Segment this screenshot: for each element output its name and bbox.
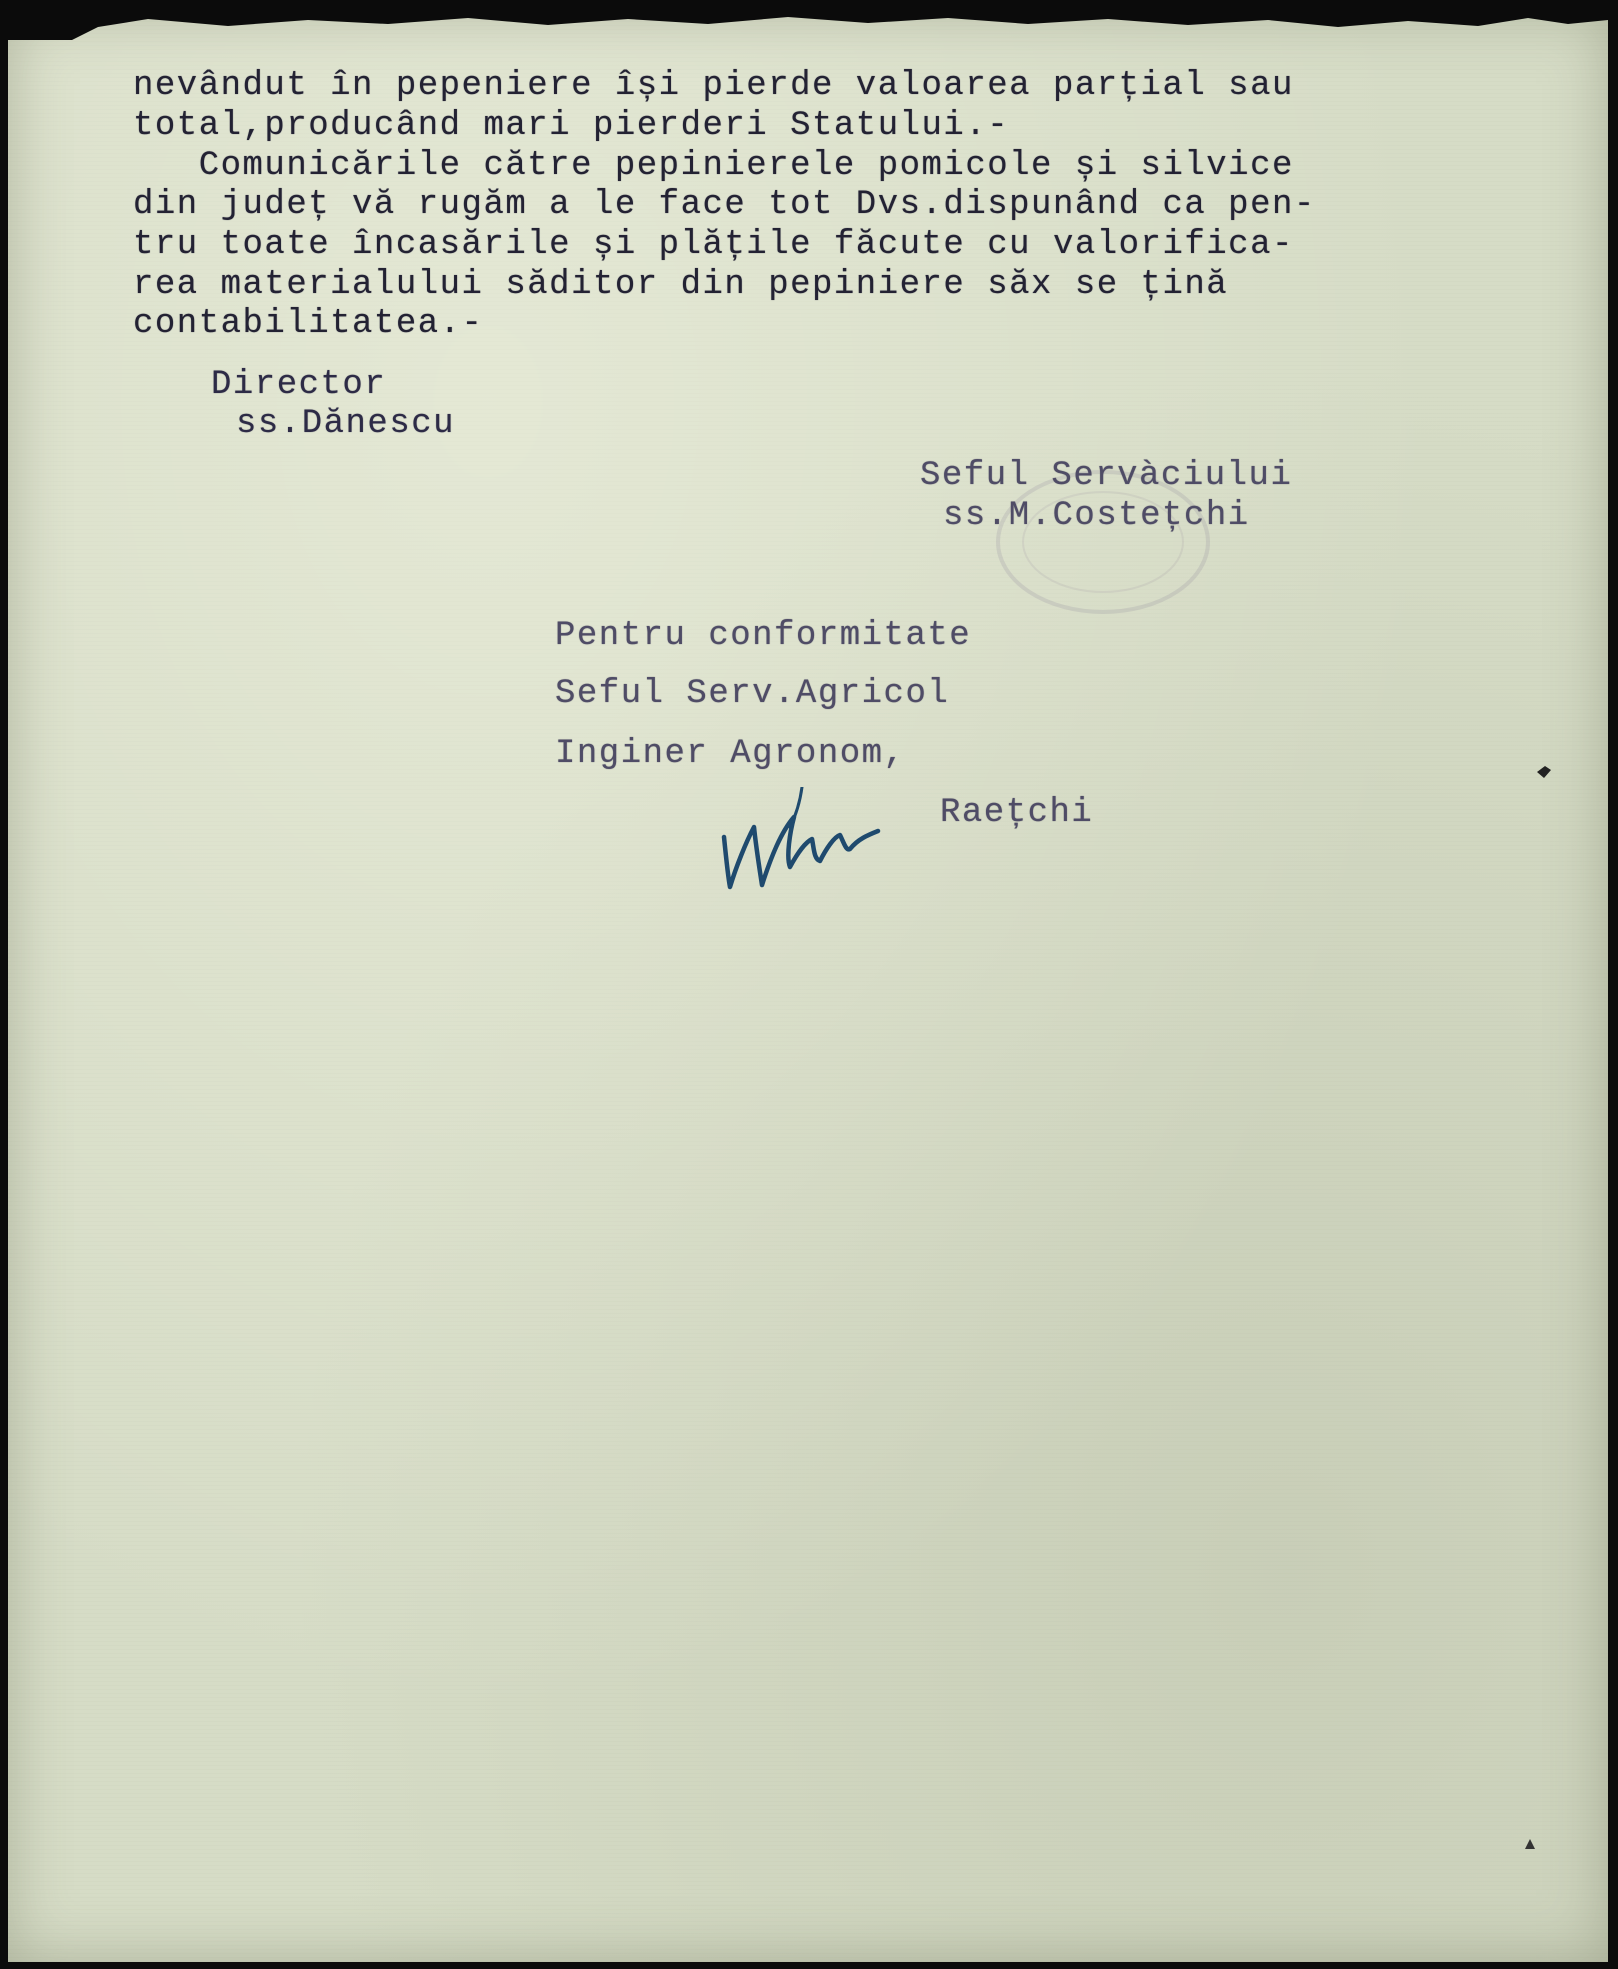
torn-edge bbox=[8, 12, 1608, 40]
handwritten-signature bbox=[716, 787, 886, 897]
body-line-5: tru toate încasările și plățile făcute cu valorifica- bbox=[133, 226, 1294, 264]
body-line-7: contabilitatea.- bbox=[133, 305, 484, 343]
director-title: Director bbox=[211, 366, 387, 404]
conformity-line: Pentru conformitate bbox=[555, 617, 972, 655]
body-line-2: total,producând mari pierderi Statului.- bbox=[133, 107, 1010, 145]
service-chief-name: ss.M.Costețchi bbox=[943, 497, 1250, 535]
body-line-3: Comunicările către pepinierele pomicole și silvice bbox=[133, 147, 1294, 185]
body-line-1: nevândut în pepeniere își pierde valoarea parțial sau bbox=[133, 67, 1294, 105]
ink-mark-bottom bbox=[1522, 1836, 1538, 1852]
director-name: ss.Dănescu bbox=[236, 405, 456, 443]
agri-chief-title: Seful Serv.Agricol bbox=[555, 675, 950, 713]
engineer-title: Inginer Agronom, bbox=[555, 735, 906, 773]
document-page bbox=[8, 12, 1608, 1962]
ink-mark bbox=[1535, 764, 1553, 780]
engineer-name: Raețchi bbox=[940, 794, 1094, 832]
service-chief-title: Seful Servàciului bbox=[920, 457, 1293, 495]
body-line-6: rea materialului săditor din pepiniere săx se țină bbox=[133, 266, 1229, 304]
body-line-4: din județ vă rugăm a le face tot Dvs.dispunând ca pen- bbox=[133, 186, 1316, 224]
